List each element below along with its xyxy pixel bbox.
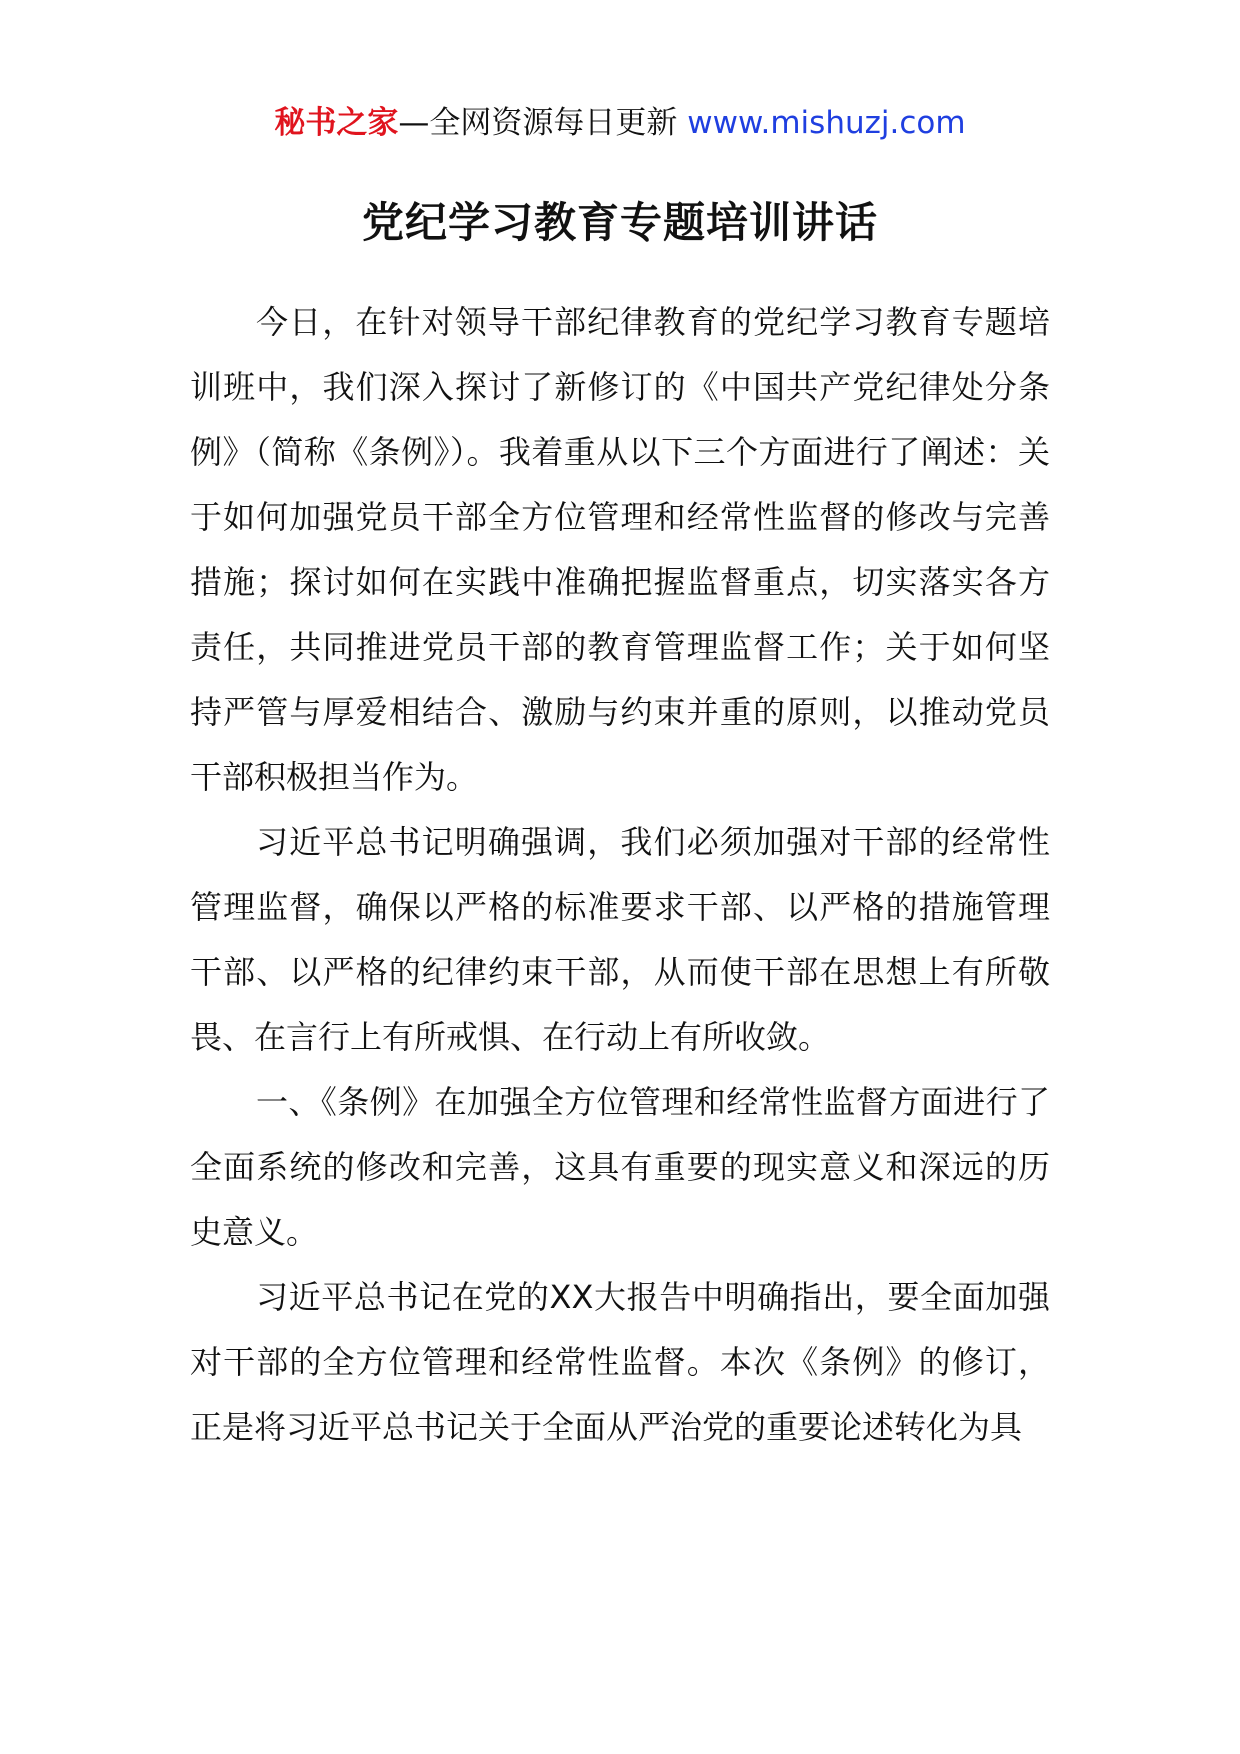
header-slogan: —全网资源每日更新 xyxy=(398,105,678,141)
document-body xyxy=(190,290,1050,1460)
paragraph: 习近平总书记明确强调，我们必须加强对干部的经常性管理监督，确保以严格的标准要求干部、以严格的措施管理干部、以严格的纪律约束干部，从而使干部在思想上有所敬畏、在言行上有所戒惧、在行动上有所收敛。 xyxy=(190,823,1050,1056)
site-url[interactable]: www.mishuzj.com xyxy=(687,105,966,141)
document-title: 党纪学习教育专题培训讲话 xyxy=(361,198,878,247)
page-header xyxy=(0,98,1240,148)
paragraph: 今日，在针对领导干部纪律教育的党纪学习教育专题培训班中，我们深入探讨了新修订的《中国共产党纪律处分条例》（简称《条例》）。我着重从以下三个方面进行了阐述：关于如何加强党员干部全方位管理和经常性监督的修改与完善措施；探讨如何在实践中准确把握监督重点，切实落实各方责任，共同推进党员干部的教育管理监督工作；关于如何坚持严管与厚爱相结合、激励与约束并重的原则，以推动党员干部积极担当作为。 xyxy=(190,303,1050,796)
brand-name: 秘书之家 xyxy=(274,105,399,141)
paragraph: 习近平总书记在党的XX大报告中明确指出，要全面加强对干部的全方位管理和经常性监督。本次《条例》的修订，正是将习近平总书记关于全面从严治党的重要论述转化为具 xyxy=(190,1278,1050,1446)
section-heading-paragraph: 一、《条例》在加强全方位管理和经常性监督方面进行了全面系统的修改和完善，这具有重要的现实意义和深远的历史意义。 xyxy=(190,1083,1050,1251)
